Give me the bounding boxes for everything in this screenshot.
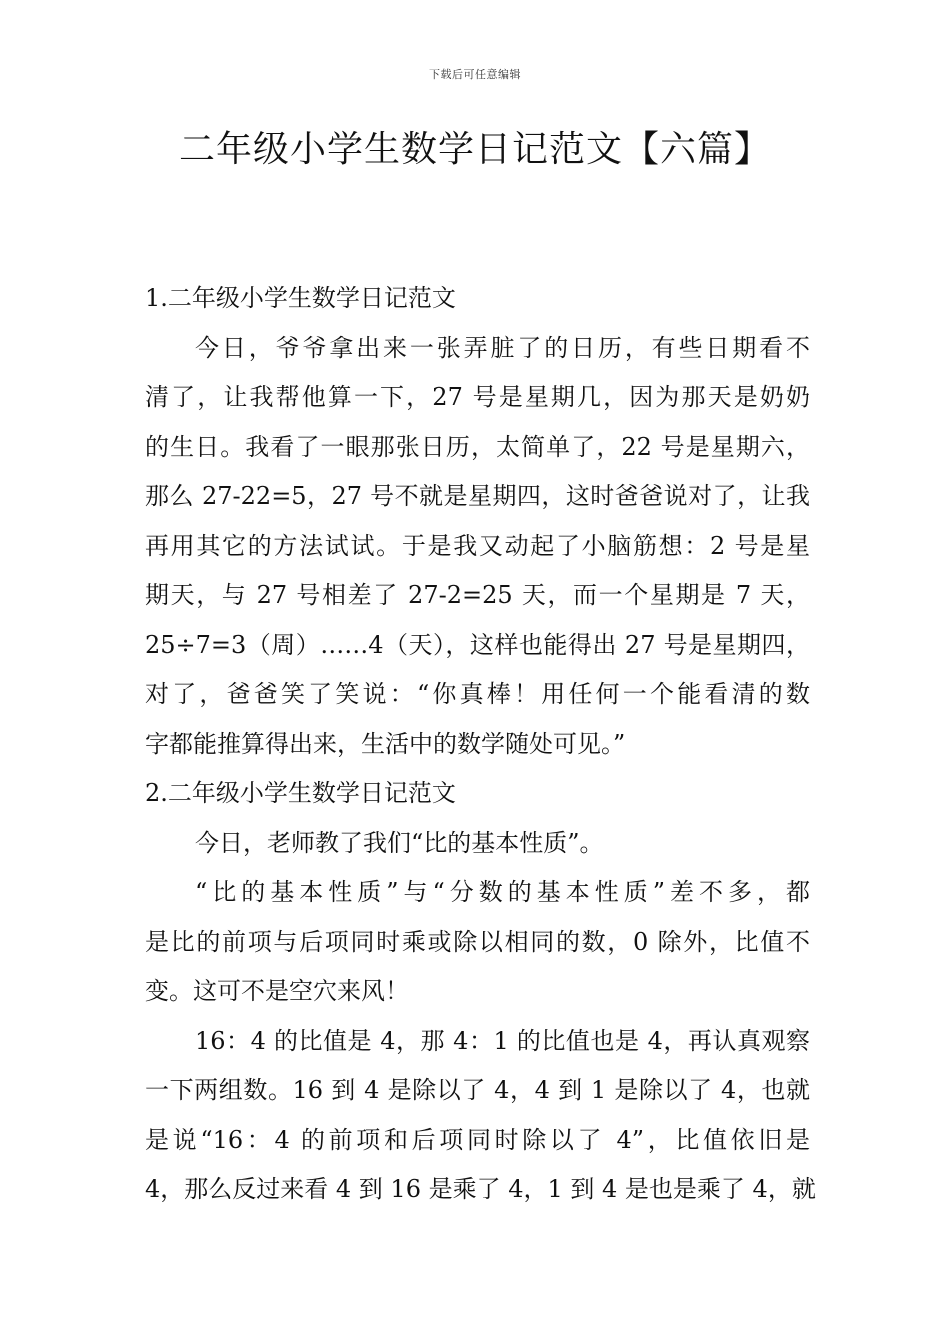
header-note: 下载后可任意编辑: [429, 68, 521, 81]
paragraph-line: 对了，爸爸笑了笑说：“你真棒！用任何一个能看清的数: [145, 680, 810, 708]
paragraph-line: 的生日。我看了一眼那张日历，太简单了，22 号是星期六，: [145, 432, 810, 461]
paragraph-line: 清了，让我帮他算一下，27 号是星期几，因为那天是奶奶: [145, 383, 810, 411]
paragraph-line: 是说“16：4 的前项和后项同时除以了 4”，比值依旧是: [145, 1125, 810, 1154]
paragraph-line: 25÷7=3（周）……4（天），这样也能得出 27 号是星期四，: [145, 630, 810, 659]
paragraph-line: 那么 27-22=5，27 号不就是星期四，这时爸爸说对了，让我: [145, 482, 810, 510]
paragraph-line: 一下两组数。16 到 4 是除以了 4，4 到 1 是除以了 4，也就: [145, 1076, 810, 1104]
paragraph-line: 是比的前项与后项同时乘或除以相同的数，0 除外，比值不: [145, 927, 810, 956]
paragraph-line: 今日，老师教了我们“比的基本性质”。: [195, 828, 604, 857]
paragraph-line: 16：4 的比值是 4，那 4：1 的比值也是 4，再认真观察: [195, 1026, 810, 1055]
paragraph-line: 期天，与 27 号相差了 27-2=25 天，而一个星期是 7 天，: [145, 581, 810, 609]
paragraph-line: “比的基本性质”与“分数的基本性质”差不多，都: [195, 878, 810, 906]
paragraph-line: 变。这可不是空穴来风！: [145, 977, 409, 1005]
paragraph-line: 今日，爷爷拿出来一张弄脏了的日历，有些日期看不: [195, 333, 810, 362]
paragraph-line: 字都能推算得出来，生活中的数学随处可见。”: [145, 729, 626, 758]
paragraph-line: 2.二年级小学生数学日记范文: [145, 779, 456, 807]
document-title: 二年级小学生数学日记范文【六篇】: [178, 129, 771, 170]
paragraph-line: 4，那么反过来看 4 到 16 是乘了 4，1 到 4 是也是乘了 4，就: [145, 1175, 816, 1203]
document-body: [145, 274, 816, 1215]
paragraph-line: 再用其它的方法试试。于是我又动起了小脑筋想：2 号是星: [145, 531, 810, 560]
paragraph-line: 1.二年级小学生数学日记范文: [145, 284, 456, 312]
